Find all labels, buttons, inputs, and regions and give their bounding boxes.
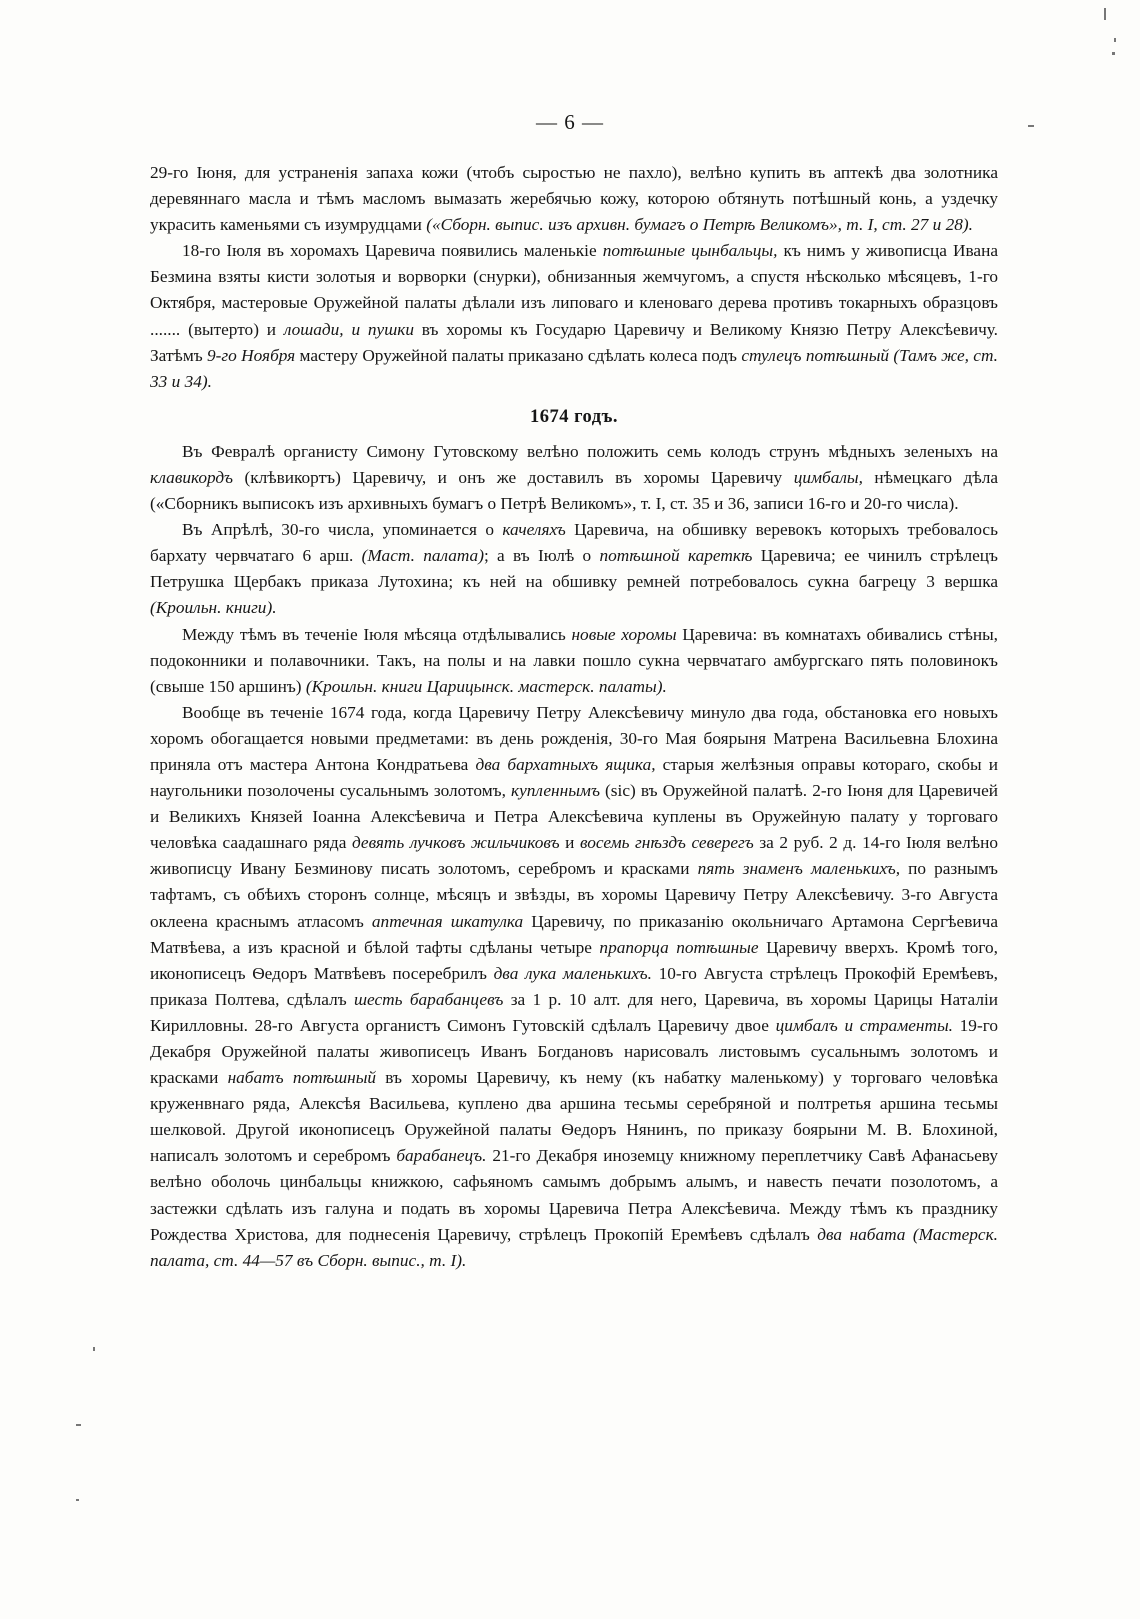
text-run: 21-го Декабря иноземцу книжному переплетчику Савѣ Афанасьеву велѣно оболочь цинбальцы книжкою, сафьяномъ самымъ добрымъ алымъ, и навесть печати позолотомъ, а застежки сдѣлать изъ галуна и подать въ хоромы Царевича Петра Алексѣевича. Между тѣмъ къ празднику Рождества Христова, для поднесенія Царевичу, стрѣлецъ Прокопій Еремѣевъ сдѣлалъ <box>150 1146 998 1244</box>
section-1674 <box>150 439 998 1274</box>
paragraph <box>150 517 998 621</box>
text-run: 29-го Іюня, для устраненія запаха кожи (чтобъ сыростью не пахло), велѣно купить въ аптекѣ два золотника деревяннаго масла и тѣмъ масломъ вымазать жеребячью кожу, которою обтянуть потѣшный конь, а уздечку украсить каменьями съ изумрудцами <box>150 163 998 235</box>
section-1677 <box>150 160 998 395</box>
scan-speck <box>76 1424 81 1426</box>
italic-text-run: лошади, и пушки <box>283 319 414 339</box>
text-run: за 1 р. 10 алт. для него, Царевича, въ хоромы Царицы Наталіи Кирилловны. 28-го Августа органистъ Симонъ Гутовскій сдѣлалъ Царевичу двое <box>150 989 999 1035</box>
paragraph <box>150 700 998 1274</box>
scan-speck <box>1104 8 1106 20</box>
italic-text-run: восемь гнѣздъ северегъ <box>579 833 754 853</box>
scan-speck <box>76 1499 79 1501</box>
text-run: Царевича; ее чинилъ стрѣлецъ Петрушка Щербакъ приказа Лутохина; къ ней на обшивку ремней потребовалось сукна багрецу 3 вершка <box>150 546 998 592</box>
italic-text-run: стулецъ потѣшный (Тамъ же, ст. 33 и 34). <box>150 345 998 391</box>
text-run: (клѣвикортъ) Царевичу, и онъ же доставилъ въ хоромы Царевичу <box>232 467 794 487</box>
italic-text-run: (Кроильн. книги Царицынск. мастерск. палаты). <box>305 676 667 696</box>
italic-text-run: потѣшные цынбальцы, <box>602 241 778 261</box>
italic-text-run: потѣшной кареткѣ <box>599 546 753 566</box>
text-run: 19-го Декабря Оружейной палаты живописецъ Иванъ Богдановъ нарисовалъ листовымъ сусальнымъ золотомъ и красками <box>150 1015 999 1088</box>
italic-text-run: два набата (Мастерск. палата, ст. 44—57 въ Сборн. выпис., т. I). <box>150 1224 998 1270</box>
italic-text-run: (Маст. палата) <box>361 546 484 566</box>
text-run: Между тѣмъ въ теченіе Іюля мѣсяца отдѣлывались <box>182 624 572 644</box>
italic-text-run: («Сборн. выпис. изъ архивн. бумагъ о Петрѣ Великомъ», т. I, ст. 27 и 28). <box>426 215 973 235</box>
text-run: (sic) въ Оружейной палатѣ. 2-го Іюня для Царевичей и Великихъ Князей Іоанна Алексѣевича и Петра Алексѣевича куплены въ Оружейную палату у торговаго человѣка саадашнаго ряда <box>150 781 998 853</box>
text-run: Царевича, на обшивку веревокъ которыхъ требовалось бархату червчатаго 6 арш. <box>150 520 998 566</box>
italic-text-run: качеляхъ <box>502 520 566 540</box>
italic-text-run: новые хоромы <box>571 624 677 644</box>
text-run: нѣмецкаго дѣла («Сборникъ выписокъ изъ архивныхъ бумагъ о Петрѣ Великомъ», т. I, ст. 35 и 36, записи 16-го и 20-го числа). <box>150 467 998 514</box>
text-run: 18-го Іюля въ хоромахъ Царевича появились маленькіе <box>182 241 603 261</box>
text-run: ; а въ Іюлѣ о <box>483 546 600 566</box>
scan-speck <box>1112 52 1115 55</box>
text-run: въ хоромы Царевичу, къ нему (къ набатку маленькому) у торговаго человѣка круженвнаго ряда, Алексѣя Васильева, куплено два аршина тесьмы серебряной и полтретья аршина тесьмы шелковой. Другой иконописецъ Оружейной палаты Ѳедоръ Нянинъ, по приказу боярыни М. В. Блохиной, написалъ золотомъ и серебромъ <box>150 1068 998 1166</box>
italic-text-run: цимбалы, <box>793 467 863 487</box>
body-text <box>150 160 998 1274</box>
italic-text-run: 9-го Ноября <box>207 345 296 365</box>
text-run: Царевичу вверхъ. Кромѣ того, иконописецъ Ѳедоръ Матвѣевъ посеребрилъ <box>150 937 998 983</box>
italic-text-run: набатъ потѣшный <box>227 1068 377 1088</box>
paragraph <box>150 238 998 395</box>
text-run: 10-го Августа стрѣлецъ Прокофій Еремѣевъ, приказа Полтева, сдѣлалъ <box>150 963 998 1009</box>
page-number: — 6 — <box>536 110 604 134</box>
italic-text-run: цимбалъ и страменты. <box>775 1015 953 1035</box>
italic-text-run: купленнымъ <box>511 781 600 801</box>
text-run: Въ Апрѣлѣ, 30-го числа, упоминается о <box>182 520 503 540</box>
italic-text-run: барабанецъ. <box>396 1146 487 1166</box>
text-run: Царевича: въ комнатахъ обивались стѣны, подоконники и полавочники. Такъ, на полы и на лавки пошло сукна червчатаго амбургскаго пять половинокъ (свыше 150 аршинъ) <box>150 624 999 696</box>
paragraph <box>150 439 998 517</box>
text-run: къ нимъ у живописца Ивана Безмина взяты кисти золотыя и ворворки (снурки), обнизанныя жемчугомъ, а спустя нѣсколько мѣсяцевъ, 1-го Октября, мастеровые Оружейной палаты дѣлали изъ липоваго и кленоваго дерева противъ токарныхъ образцовъ ....... (вытерто) и <box>150 241 998 339</box>
text-run: по разнымъ тафтамъ, съ обѣихъ сторонъ солнце, мѣсяцъ и звѣзды, въ хоромы Царевичу Петру Алексѣевичу. 3-го Августа оклеена краснымъ атласомъ <box>150 859 998 931</box>
text-run: Въ Февралѣ органисту Симону Гутовскому велѣно положить семь колодъ струнъ мѣдныхъ зеленыхъ на <box>182 441 998 461</box>
italic-text-run: пять знаменъ маленькихъ, <box>697 859 901 879</box>
paragraph <box>150 622 998 700</box>
text-run: старыя желѣзныя оправы котораго, скобы и наугольники позолочены сусальнымъ золотомъ, <box>150 754 998 801</box>
italic-text-run: аптечная шкатулка <box>371 911 524 931</box>
scan-speck <box>1028 125 1034 127</box>
italic-text-run: прапорца потѣшные <box>599 937 759 957</box>
italic-text-run: два лука маленькихъ. <box>493 963 652 983</box>
italic-text-run: (Кроильн. книги). <box>150 598 277 618</box>
italic-text-run: два бархатныхъ ящика, <box>475 754 656 774</box>
section-heading: 1674 годъ. <box>529 406 619 427</box>
scan-speck <box>1114 38 1116 42</box>
text-run: мастеру Оружейной палаты приказано сдѣлать колеса подъ <box>295 345 742 365</box>
text-run: въ хоромы къ Государю Царевичу и Великому Князю Петру Алексѣевичу. Затѣмъ <box>150 319 998 365</box>
text-run: Вообще въ теченіе 1674 года, когда Царевичу Петру Алексѣевичу минуло два года, обстановка его новыхъ хоромъ обогащается новыми предметами: въ день рожденія, 30-го Мая боярыня Матрена Васильевна Блохина приняла отъ мастера Антона Кондратьева <box>150 702 998 774</box>
text-run: и <box>559 833 580 853</box>
italic-text-run: клавикордъ <box>150 467 233 487</box>
italic-text-run: девять лучковъ жильчиковъ <box>351 833 560 853</box>
text-run: Царевичу, по приказанію окольничаго Артамона Сергѣевича Матвѣева, а изъ красной и бѣлой тафты сдѣланы четыре <box>150 911 998 957</box>
text-run: за 2 руб. 2 д. 14-го Іюля велѣно живописцу Ивану Безминову писать золотомъ, серебромъ и красками <box>150 833 998 879</box>
scan-speck <box>93 1347 95 1351</box>
paragraph <box>150 160 998 238</box>
italic-text-run: шесть барабанцевъ <box>354 989 504 1009</box>
